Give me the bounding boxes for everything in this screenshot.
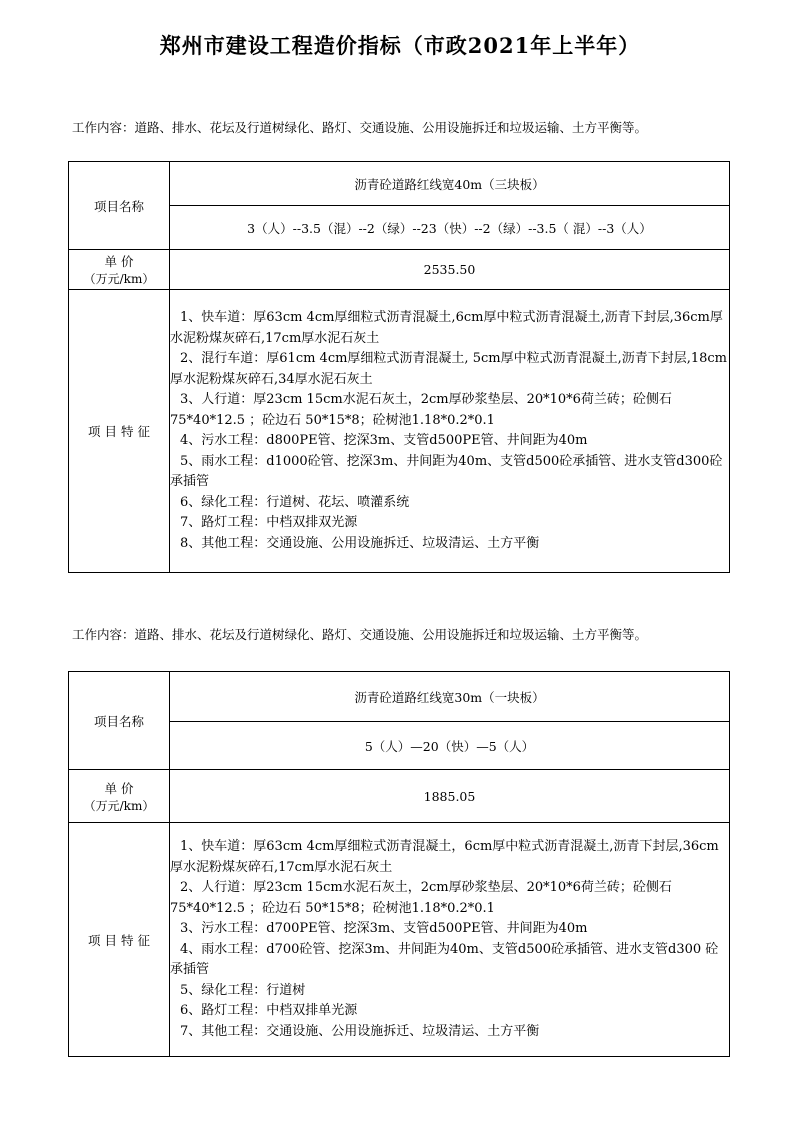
feature-item: 5、绿化工程：行道树 xyxy=(180,982,306,998)
unit-price-value: 2535.50 xyxy=(170,250,730,290)
project-name-label: 项目名称 xyxy=(69,162,170,250)
feature-item: 6、绿化工程：行道树、花坛、喷灌系统 xyxy=(180,494,410,510)
unit-price-label xyxy=(69,250,170,290)
feature-item: 4、雨水工程：d700砼管、挖深3m、井间距为40m、支管d500砼承插管、进水支管d300 砼承插管 xyxy=(170,941,719,977)
feature-item: 5、雨水工程：d1000砼管、挖深3m、井间距为40m、支管d500砼承插管、进水支管d300砼承插管 xyxy=(170,453,723,489)
spec-table-2 xyxy=(68,671,730,1057)
feature-item: 4、污水工程：d800PE管、挖深3m、支管d500PE管、井间距为40m xyxy=(180,433,588,448)
work-content-2: 工作内容：道路、排水、花坛及行道树绿化、路灯、交通设施、公用设施拆迁和垃圾运输、土方平衡等。 xyxy=(72,627,648,642)
feature-item: 3、人行道：厚23cm 15cm水泥石灰土，2cm厚砂浆垫层、20*10*6荷兰砖；砼侧石75*40*12.5 ；砼边石 50*15*8；砼树池1.18*0.2*0.1 xyxy=(170,392,672,428)
features-list xyxy=(170,823,730,1057)
feature-item: 2、混行车道：厚61cm 4cm厚细粒式沥青混凝土, 5cm厚中粒式沥青混凝土,沥青下封层,18cm厚水泥粉煤灰碎石,34厚水泥石灰土 xyxy=(170,351,727,387)
unit-price-label xyxy=(69,770,170,823)
unit-price-unit: （万元/km） xyxy=(83,798,155,813)
project-name-label: 项目名称 xyxy=(69,672,170,770)
feature-item: 1、快车道：厚63cm 4cm厚细粒式沥青混凝土,6cm厚中粒式沥青混凝土,沥青下封层,36cm厚水泥粉煤灰碎石,17cm厚水泥石灰土 xyxy=(170,310,723,346)
work-content-1: 工作内容：道路、排水、花坛及行道树绿化、路灯、交通设施、公用设施拆迁和垃圾运输、土方平衡等。 xyxy=(72,120,648,135)
features-list xyxy=(170,290,730,573)
unit-price-value: 1885.05 xyxy=(170,770,730,823)
feature-item: 7、路灯工程：中档双排双光源 xyxy=(180,515,358,530)
features-label: 项 目 特 征 xyxy=(69,823,170,1057)
page-title: 郑州市建设工程造价指标（市政2021年上半年） xyxy=(159,33,641,58)
project-lane-config: 5（人）—20（快）—5（人） xyxy=(170,722,730,770)
project-lane-config: 3（人）--3.5（混）--2（绿）--23（快）--2（绿）--3.5（ 混）--3（人） xyxy=(170,206,730,250)
feature-item: 3、污水工程：d700PE管、挖深3m、支管d500PE管、井间距为40m xyxy=(180,921,588,936)
features-label: 项 目 特 征 xyxy=(69,290,170,573)
spec-table-1 xyxy=(68,161,730,573)
feature-item: 2、人行道：厚23cm 15cm水泥石灰土，2cm厚砂浆垫层、20*10*6荷兰砖；砼侧石75*40*12.5 ；砼边石 50*15*8；砼树池1.18*0.2*0.1 xyxy=(170,880,672,916)
unit-price-title: 单 价 xyxy=(104,254,134,269)
feature-item: 6、路灯工程：中档双排单光源 xyxy=(180,1003,358,1018)
project-name-value: 沥青砼道路红线宽40m（三块板） xyxy=(170,162,730,206)
project-name-value: 沥青砼道路红线宽30m（一块板） xyxy=(170,672,730,722)
feature-item: 1、快车道：厚63cm 4cm厚细粒式沥青混凝土，6cm厚中粒式沥青混凝土,沥青下封层,36cm厚水泥粉煤灰碎石,17cm厚水泥石灰土 xyxy=(170,839,719,875)
feature-item: 8、其他工程：交通设施、公用设施拆迁、垃圾清运、土方平衡 xyxy=(180,535,540,551)
feature-item: 7、其他工程：交通设施、公用设施拆迁、垃圾清运、土方平衡 xyxy=(180,1023,540,1039)
unit-price-unit: （万元/km） xyxy=(83,272,155,286)
unit-price-title: 单 价 xyxy=(104,780,134,796)
